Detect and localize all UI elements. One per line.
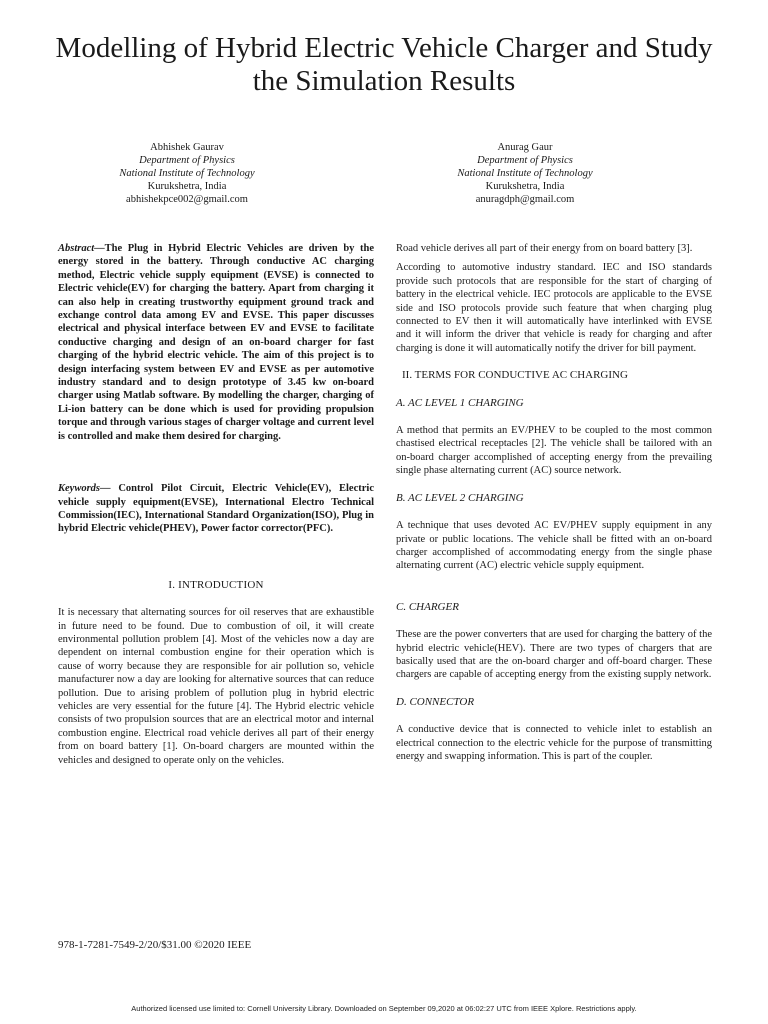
subsection-heading-a: A. AC LEVEL 1 CHARGING [396, 396, 524, 409]
subsection-heading-d: D. CONNECTOR [396, 695, 475, 708]
subsection-heading-c: C. CHARGER [396, 600, 459, 613]
author-block [405, 141, 645, 206]
keywords-text: — Control Pilot Circuit, Electric Vehicle(EV), Electric vehicle supply equipment(EVSE), International Electro Technical Commission(IEC), International Standard Organization(ISO), Plug in hybrid Electric vehicle(PHEV), Power factor corrector(PFC). [58, 483, 374, 535]
subsection-text-b: A technique that uses devoted AC EV/PHEV supply equipment in any private or public locations. The vehicle shall be fitted with an on-board charger accomplished of accommodating energy from the single phase alternating current (AC) electric vehicle supply equipment. [396, 520, 712, 572]
author-department: Department of Physics [139, 155, 235, 166]
right-column [396, 242, 712, 763]
paragraph: Road vehicle derives all part of their energy from on board battery [3]. [396, 243, 693, 254]
author-block [67, 141, 307, 206]
paragraph: According to automotive industry standard. IEC and ISO standards provide such protocols that are responsible for the start of charging of battery in the electrical vehicle. IEC protocols are applicable to the EVSE side and ISO protocols provide such feature that when charging plug connected to EV then it will automatically have interlinked with EVSE and it will inform the driver that vehicle is ready for charging and after charging is done it will automatically notify the driver for bill payment. [396, 262, 712, 354]
author-name: Anurag Gaur [497, 142, 553, 153]
author-institution: National Institute of Technology [119, 168, 255, 179]
author-email: abhishekpce002@gmail.com [126, 194, 248, 205]
subsection-text-c: These are the power converters that are used for charging the battery of the hybrid electric vehicle(HEV). There are two types of chargers that are basically used that are the on-board charger and off-board charger. These chargers are capable of accepting energy from the existing supply network. [396, 629, 712, 681]
author-name: Abhishek Gaurav [150, 142, 224, 153]
author-email: anuragdph@gmail.com [475, 194, 575, 205]
license-footer: Authorized licensed use limited to: Cornell University Library. Downloaded on September 09,2020 at 06:02:27 UTC from IEEE Xplore. Restrictions apply. [131, 1004, 637, 1013]
left-column [58, 242, 374, 767]
author-location: Kurukshetra, India [485, 181, 565, 192]
section-heading-conductive-ac-charging: II. TERMS FOR CONDUCTIVE AC CHARGING [402, 369, 628, 382]
subsection-heading-b: B. AC LEVEL 2 CHARGING [396, 491, 524, 504]
subsection-text-d: A conductive device that is connected to vehicle inlet to establish an electrical connection to the electric vehicle for the purpose of transmitting energy and swapping information. This is part of the coupler. [396, 724, 712, 762]
copyright-notice: 978-1-7281-7549-2/20/$31.00 ©2020 IEEE [58, 939, 252, 951]
section-heading-introduction: I. INTRODUCTION [168, 578, 264, 591]
abstract [58, 242, 374, 443]
introduction-text: It is necessary that alternating sources for oil reserves that are exhaustible in future need to be found. Due to combustion of oil, it will create environmental pollution problem [4]. Most of the vehicles now a day are dependent on internal combustion engine for their operation which is cause of worry because they are responsible for air pollution so, vehicle manufacturer now a day are looking for alternative sources that can reduce pollution. Due to arising problem of pollution plug in hybrid electric vehicles are very essential for the future [4]. The Hybrid electric vehicle consists of two propulsion sources that are an electrical motor and internal combustion engine. Electrical road vehicle derives all part of their energy from on board battery [1]. On-board chargers are mounted within the vehicles and designed to operate only on the vehicles. [58, 607, 374, 766]
author-institution: National Institute of Technology [457, 168, 593, 179]
keywords [58, 482, 374, 536]
keywords-label: Keywords [58, 483, 100, 495]
subsection-text-a: A method that permits an EV/PHEV to be coupled to the most common chastised electrical receptacles [2]. The vehicle shall be tailored with an on-board charger accomplished of accepting energy from the prevailing single phase alternating current (AC) source network. [396, 425, 712, 477]
paper-title: Modelling of Hybrid Electric Vehicle Charger and Study the Simulation Results [55, 32, 713, 97]
abstract-label: Abstract [58, 243, 95, 254]
author-department: Department of Physics [477, 155, 573, 166]
author-location: Kurukshetra, India [147, 181, 227, 192]
abstract-text: —The Plug in Hybrid Electric Vehicles are driven by the energy stored in the battery. Through conductive AC charging method, Electric vehicle supply equipment (EVSE) is connected to Electric vehicle(EV) for charging the battery. Apart from charging it can also help in creating trustworthy equipment ground track and exchange control data among EV and EVSE. This paper discusses electrical and physical interface between EV and EVSE to facilitate conductive charging and design of an on-board charger for fast charging of the hybrid electric vehicle. The aim of this project is to design interfacing system between EV and EVSE as per automotive industry standard and to design prototype of 3.45 kw on-board charger using Matlab software. By modelling the charger, charging of Li-ion battery can be done which is used for providing propulsion torque and through various stages of charger voltage and current level is controlled and make them desired for charging. [58, 243, 374, 442]
